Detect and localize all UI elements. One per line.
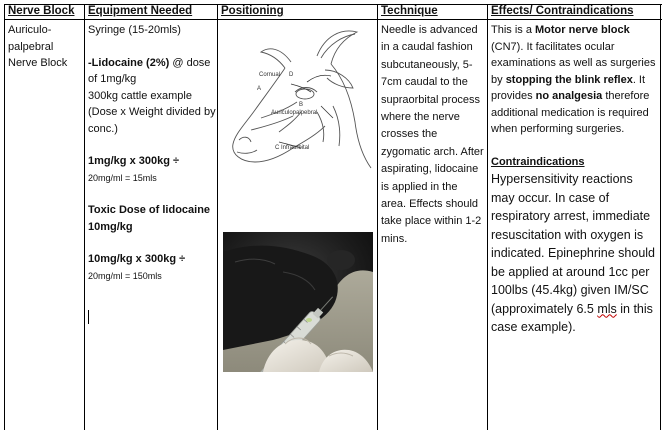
calc-therapeutic: 1mg/kg x 300kg ÷ (88, 155, 180, 167)
calc-therapeutic-result: 20mg/ml = 15mls (88, 172, 157, 183)
lidocaine-dose-text: @ dose of 1mg/kg (88, 56, 211, 85)
technique-text: Needle is advanced in a caudal fashion subcutaneously, 5-7cm caudal to the supraorbital process where the nerve crosses the zygomatic arch. After aspirating, lidocaine is applied in the area. Effects should take place within 1-2 mins. (381, 24, 484, 245)
equipment-cell (88, 22, 216, 284)
effects-cell (491, 22, 659, 337)
spellcheck-word: mls (597, 301, 617, 316)
motor-nerve-block-label: Motor nerve block (535, 24, 630, 36)
contraindications-heading: Contraindications (491, 155, 585, 168)
motor-block-description (491, 22, 659, 138)
text-cursor (88, 310, 89, 324)
effects-text: . It provides (491, 73, 646, 102)
label-c-infraorbital: C Infraorbital (275, 145, 310, 151)
calc-toxic: 10mg/kg x 300kg ÷ (88, 253, 186, 265)
effects-text: This is a (491, 24, 536, 36)
header-effects: Effects/ Contraindications (491, 5, 634, 17)
header-equipment: Equipment Needed (88, 5, 193, 17)
calc-toxic-result: 20mg/ml = 150mls (88, 270, 162, 281)
label-auriculopalpebral: Auriculopalpebral (271, 110, 318, 116)
col-border-1 (84, 4, 85, 430)
no-analgesia-label: no analgesia (535, 90, 603, 102)
col-border-right (660, 4, 661, 430)
header-bottom-border (4, 19, 662, 20)
nerve-block-name (8, 22, 82, 72)
blink-reflex-label: stopping the blink reflex (505, 73, 633, 86)
lidocaine-dose (88, 55, 216, 88)
nerve-block-name-line: palpebral (8, 40, 54, 53)
contraindications-text (491, 170, 659, 337)
col-border-3 (377, 4, 378, 430)
contraindications-body: in this case example). (491, 301, 653, 334)
cattle-example-text: 300kg cattle example (Dose x Weight divided by conc.) (88, 89, 216, 135)
col-border-left (4, 4, 5, 430)
col-border-2 (217, 4, 218, 430)
contraindications-body: Hypersensitivity reactions may occur. In case of respiratory arrest, immediate resuscitation with oxygen is indicated. Epinephrine should be applied at around 1cc per 100lbs (45.4kg) given IM/SC (approximately 6.5 (491, 172, 656, 316)
header-positioning: Positioning (221, 5, 284, 17)
col-border-4 (487, 4, 488, 430)
syringe-text: Syringe (15-20mls) (88, 24, 181, 36)
lidocaine-label: -Lidocaine (2%) (88, 56, 170, 69)
cattle-head-diagram (221, 22, 375, 174)
label-cornual: Cornual (259, 72, 281, 78)
injection-photo (223, 232, 373, 372)
label-a: A (257, 86, 262, 92)
toxic-dose-text: Toxic Dose of lidocaine 10mg/kg (88, 204, 211, 233)
effects-text: (CN7). It facilitates ocular examinations as well as surgeries by (491, 40, 656, 86)
label-d: D (289, 72, 294, 78)
header-technique: Technique (381, 5, 438, 17)
nerve-block-name-line: Auriculo- (8, 24, 52, 36)
effects-text: therefore additional medication is required when performing surgeries. (491, 90, 650, 135)
label-b: B (299, 102, 304, 108)
header-nerve-block: Nerve Block (8, 5, 75, 17)
nerve-block-name-line: Nerve Block (8, 57, 68, 69)
